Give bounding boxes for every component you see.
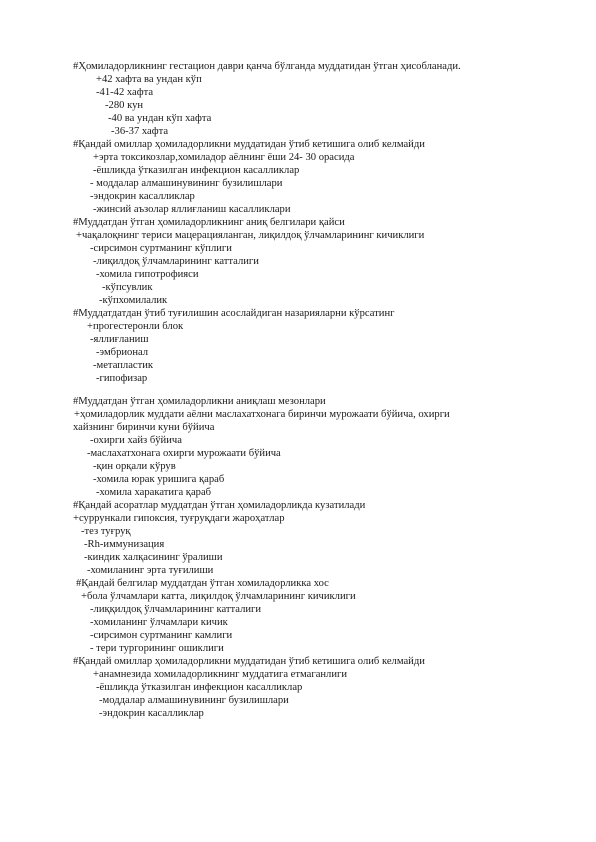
answer-line: +прогестеронли блок [87,321,184,332]
question-line: #Муддатдан ўтган ҳомиладорликнинг аниқ белгилари қайси [73,217,345,228]
question-line: #Қандай асоратлар муддатдан ўтган ҳомиладорликда кузатилади [73,500,366,511]
question-line: #Муддатдатдан ўтиб туғилишин асослайдиган назарияларни кўрсатинг [73,308,395,319]
answer-line: -яллиғланиш [90,334,149,345]
question-line: #Қандай белгилар муддатдан ўтган хомиладорликка хос [76,578,329,589]
answer-line: -эмбрионал [96,347,149,358]
answer-line: -ёшликда ўтказилган инфекцион касалликлар [96,682,303,693]
answer-line: -ёшликда ўтказилган инфекцион касалликлар [93,165,300,176]
answer-line: -киндик халқасининг ўралиши [84,552,223,563]
answer-line: -сирсимон суртманинг кўплиги [90,243,232,254]
answer-line: -хомиланинг ўлчамлари кичик [90,617,228,628]
answer-line: -жинсий аъзолар яллиғланиш касалликлари [93,204,291,215]
answer-line: - тери тургорининг ошиклиги [90,643,224,654]
answer-line: +42 хафта ва ундан кўп [96,74,202,85]
answer-line: -хомила юрак уришига қараб [93,474,225,485]
answer-line: -сирсимон суртманинг камлиги [90,630,233,641]
answer-line: -охирги хайз бўйича [90,435,182,446]
answer-line: -41-42 хафта [96,87,154,98]
answer-line: +чақалоқнинг териси мацерацияланган, лиқилдоқ ўлчамларининг кичиклиги [76,230,425,241]
answer-line: -кўпсувлик [102,282,153,293]
answer-line: -маслахатхонага охирги мурожаати бўйича [87,448,281,459]
answer-line: -гипофизар [96,373,148,384]
answer-line: хайзнинг биринчи куни бўйича [73,422,215,433]
answer-line: +суррункали гипоксия, туғруқдаги жароҳатлар [73,513,285,524]
question-line: #Қандай омиллар ҳомиладорликни муддатидан ўтиб кетишига олиб келмайди [73,139,425,150]
answer-line: -эндокрин касалликлар [99,708,204,719]
answer-line: +ҳомиладорлик муддати аёлни маслахатхонага биринчи мурожаати бўйича, охирги [74,409,450,420]
answer-line: -лиқилдоқ ўлчамларининг катталиги [93,256,259,267]
answer-line: -метапластик [93,360,154,371]
answer-line: -хомиланинг эрта туғилиши [87,565,214,576]
answer-line: -хомила харакатига қараб [96,487,212,498]
answer-line: -тез туғруқ [81,526,131,537]
question-line: #Қандай омиллар ҳомиладорликни муддатидан ўтиб кетишига олиб келмайди [73,656,425,667]
answer-line: -эндокрин касалликлар [90,191,195,202]
answer-line: -кўпхомилалик [99,295,168,306]
answer-line: -Rh-иммунизация [84,539,165,550]
answer-line: -лиққилдоқ ўлчамларининг катталиги [90,604,262,615]
answer-line: +эрта токсикозлар,хомиладор аёлнинг ёши 24- 30 орасида [93,152,355,163]
answer-line: -280 кун [105,100,144,111]
answer-line: +бола ўлчамлари катта, лиқилдоқ ўлчамларининг кичиклиги [81,591,356,602]
answer-line: -қин орқали кўрув [93,461,176,472]
question-line: #Муддатдан ўтган ҳомиладорликни аниқлаш мезонлари [73,396,326,407]
answer-line: -40 ва ундан кўп хафта [108,113,212,124]
answer-line: -моддалар алмашинувининг бузилишлари [99,695,289,706]
answer-line: -хомила гипотрофияси [96,269,199,280]
answer-line: -36-37 хафта [111,126,169,137]
answer-line: +анамнезида хомиладорликнинг муддатига етмаганлиги [93,669,348,680]
answer-line: - моддалар алмашинувининг бузилишлари [90,178,283,189]
question-line: #Ҳомиладорликнинг гестацион даври қанча бўлганда муддатидан ўтган ҳисобланади. [73,61,461,72]
